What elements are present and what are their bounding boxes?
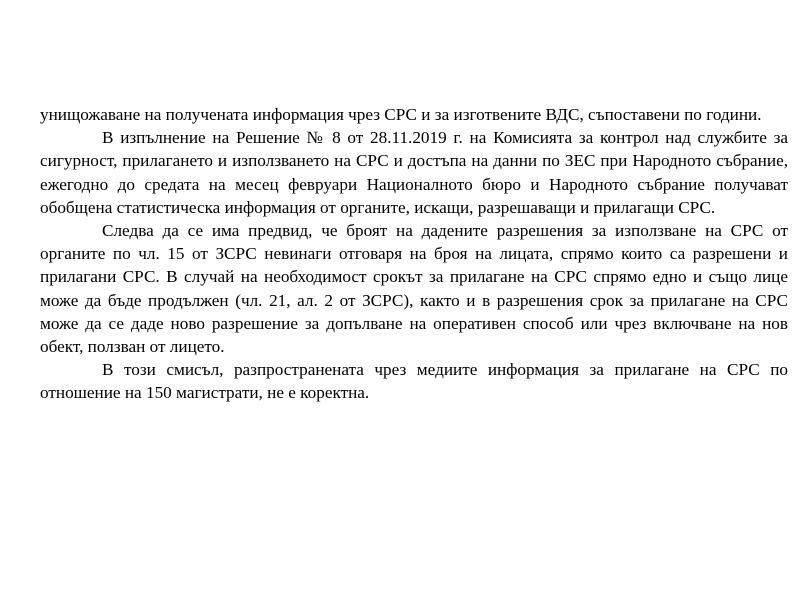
paragraph-authorizations-note: Следва да се има предвид, че броят на дадените разрешения за използване на СРС от органите по чл. 15 от ЗСРС невинаги отговаря на броя на лицата, спрямо които са разрешени и прилагани СРС. В случай на необходимост срокът за прилагане на СРС спрямо едно и също лице може да бъде продължен (чл. 21, ал. 2 от ЗСРС), както и в разрешения срок за прилагане на СРС може да се даде ново разрешение за допълване на оперативен способ или чрез включване на нов обект, ползван от лицето. [40,221,788,357]
paragraph-decision-reference: В изпълнение на Решение № 8 от 28.11.2019 г. на Комисията за контрол над службите за сигурност, прилагането и използването на СРС и достъпа на данни по ЗЕС при Народното събрание, ежегодно до средата на месец февруари Националното бюро и Народното събрание получават обобщена статистическа информация от органите, искащи, разрешаващи и прилагащи СРС. [40,128,788,217]
document-body [40,103,788,405]
paragraph-continuation: унищожаване на получената информация чрез СРС и за изготвените ВДС, съпоставени по години. [40,105,762,124]
paragraph-media-conclusion: В този смисъл, разпространената чрез медиите информация за прилагане на СРС по отношение на 150 магистрати, не е коректна. [40,360,788,403]
